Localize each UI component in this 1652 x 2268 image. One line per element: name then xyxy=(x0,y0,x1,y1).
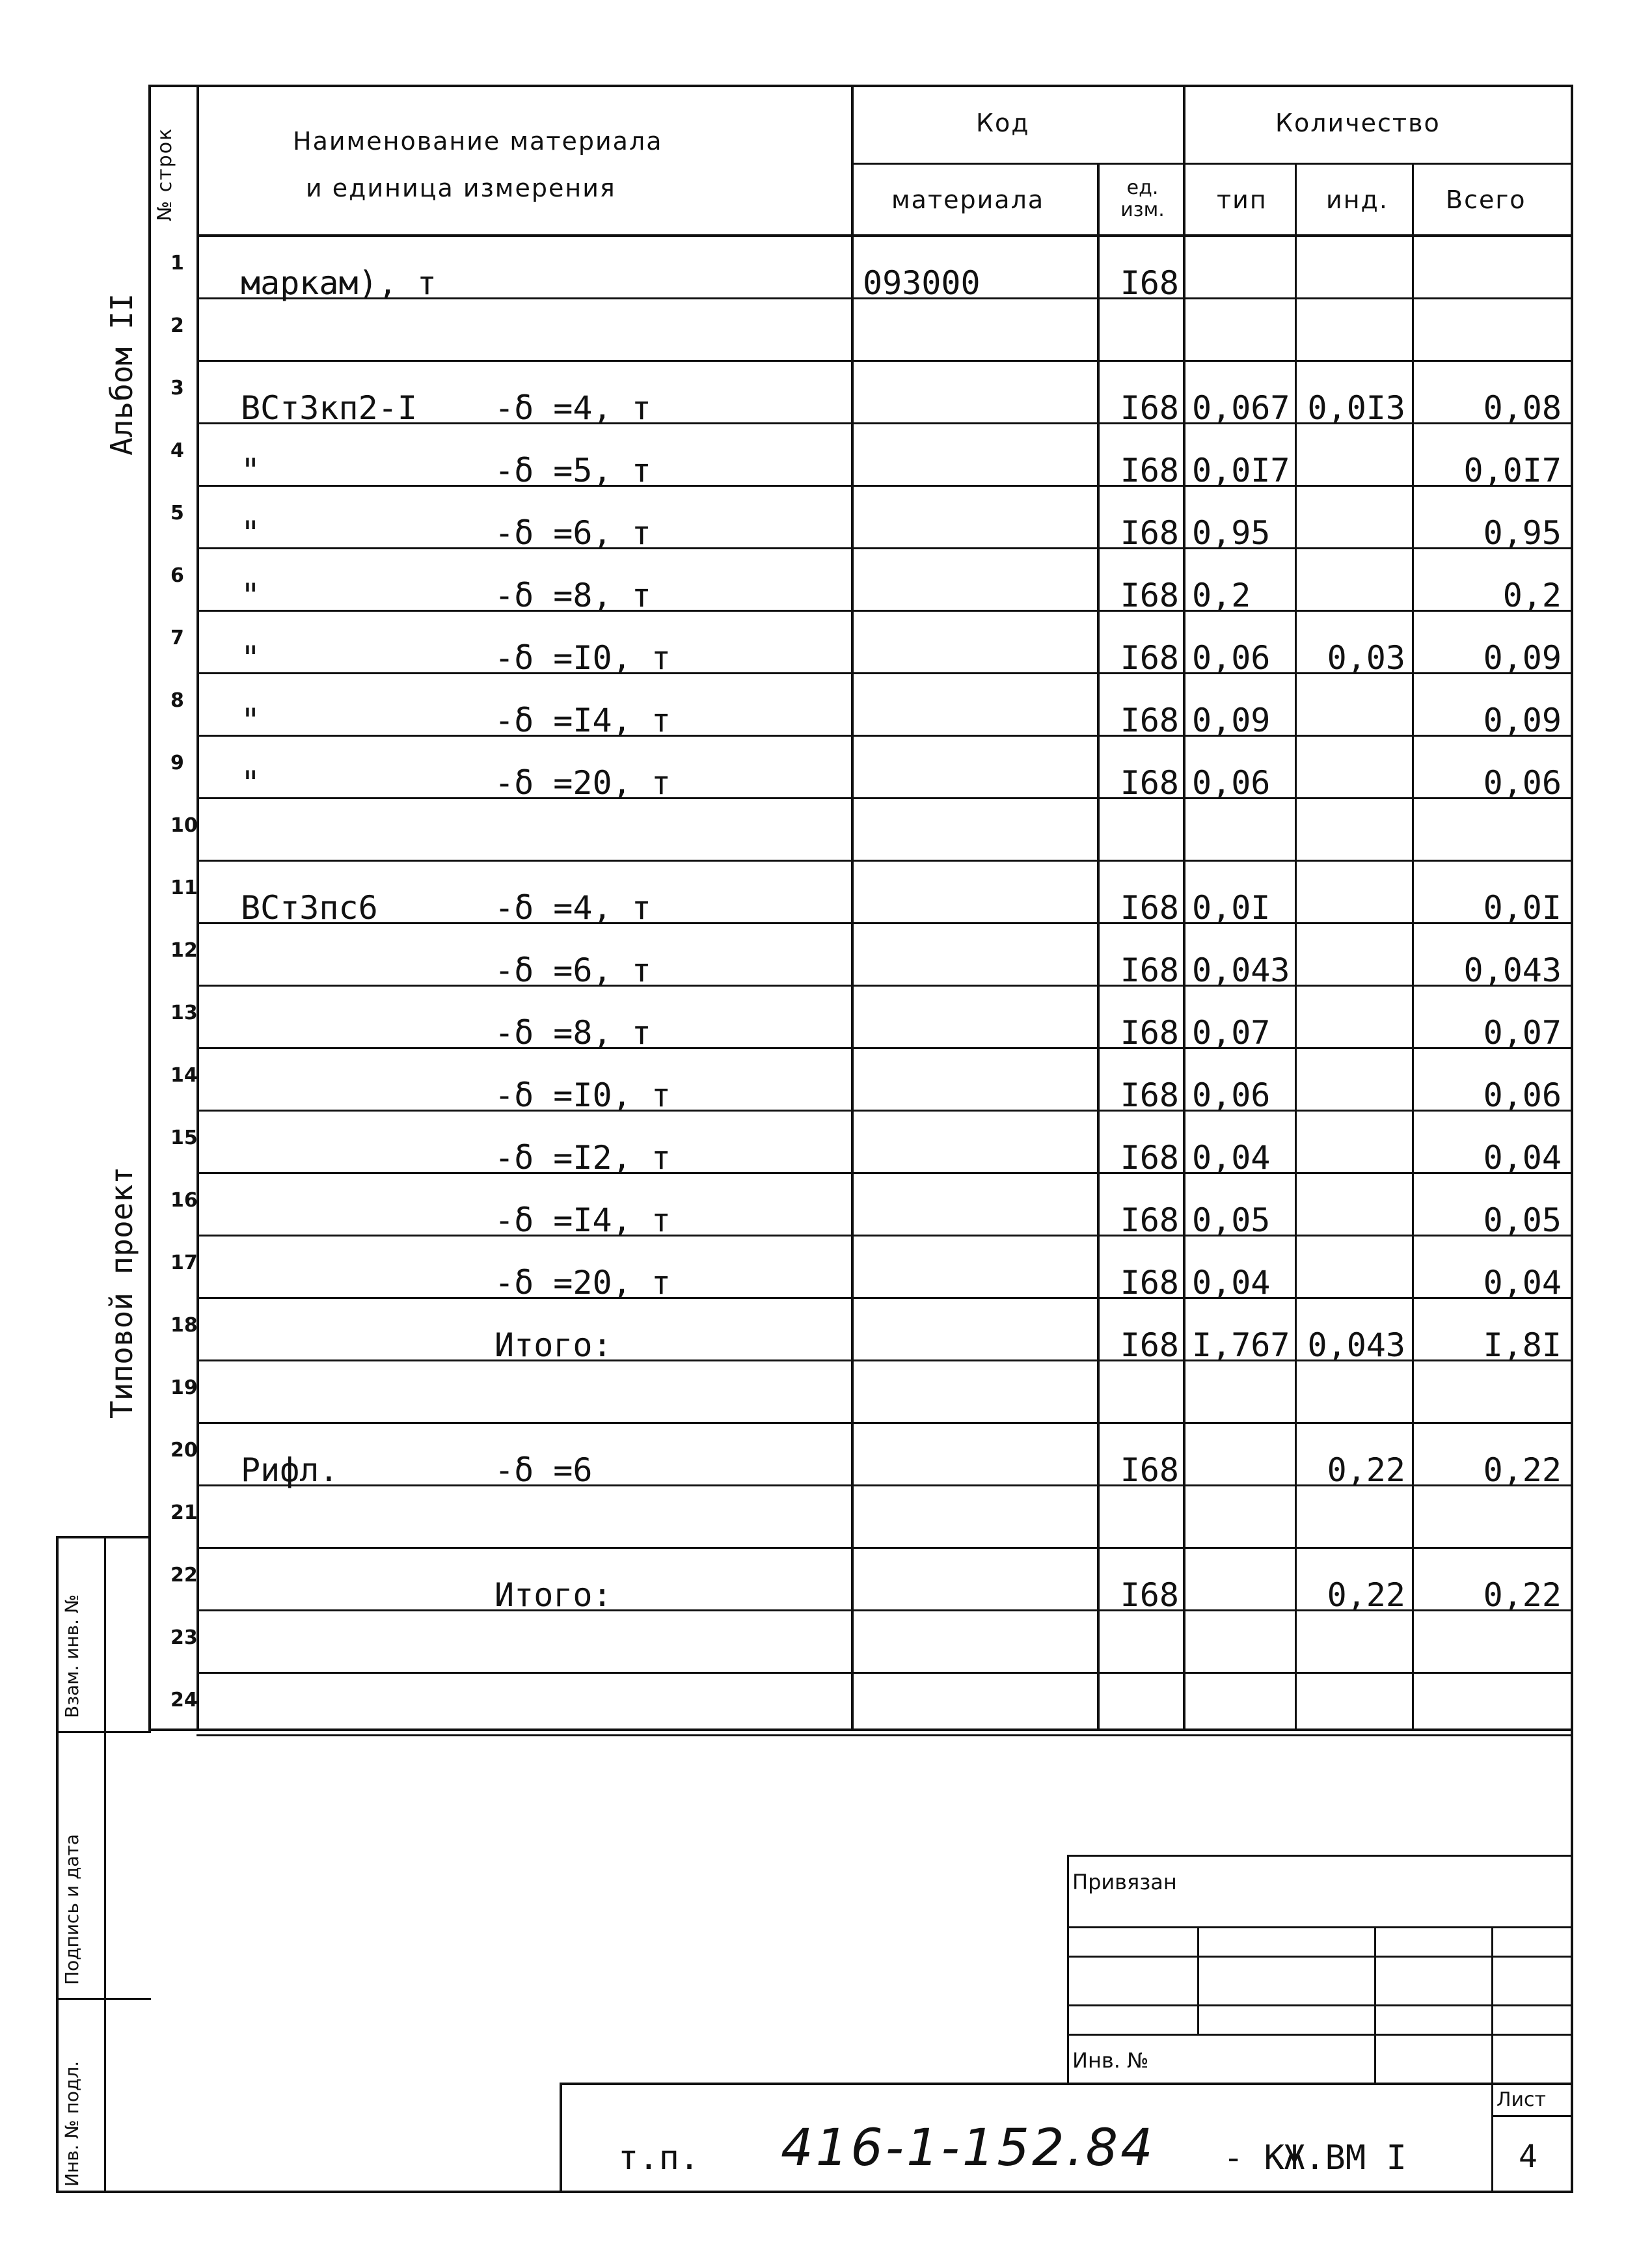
qty-total: 0,04 xyxy=(1483,1264,1562,1302)
header-name-line2: и единица измерения xyxy=(306,174,616,202)
stamp-v1 xyxy=(1197,1926,1199,2034)
row-divider xyxy=(196,1110,1573,1112)
qty-ind: 0,22 xyxy=(1327,1451,1405,1489)
thickness-spec: -δ =6 xyxy=(494,1451,593,1489)
qty-total: 0,2 xyxy=(1502,577,1562,614)
qty-typ: 0,09 xyxy=(1192,702,1271,739)
unit-code: I68 xyxy=(1120,1076,1179,1114)
page-bottom-border xyxy=(148,2191,1573,2193)
sheet-cell-divider xyxy=(1491,2115,1573,2117)
right-border xyxy=(1571,85,1573,2193)
row-number: 11 xyxy=(170,877,198,899)
left-table-border xyxy=(148,85,151,1731)
row-divider xyxy=(196,985,1573,987)
thickness-spec: -δ =8, т xyxy=(494,1014,651,1052)
row-number: 21 xyxy=(170,1501,198,1524)
qty-total: I,8I xyxy=(1483,1326,1562,1364)
row-number: 9 xyxy=(170,752,184,774)
stamp-v3 xyxy=(1491,1926,1493,2193)
top-border xyxy=(148,85,1573,87)
thickness-spec: -δ =20, т xyxy=(494,764,671,802)
unit-code: I68 xyxy=(1120,764,1179,802)
unit-code: I68 xyxy=(1120,452,1179,489)
unit-code: I68 xyxy=(1120,1451,1179,1489)
stamp-left xyxy=(1067,1855,1069,2083)
thickness-spec: -δ =5, т xyxy=(494,452,651,489)
unit-code: I68 xyxy=(1120,1201,1179,1239)
inv-original-label: Инв. № подл. xyxy=(61,2060,83,2187)
row-divider xyxy=(196,610,1573,612)
row-number: 22 xyxy=(170,1564,198,1587)
qty-typ: 0,05 xyxy=(1192,1201,1271,1239)
unit-code: I68 xyxy=(1120,514,1179,552)
thickness-spec: -δ =I4, т xyxy=(494,1201,671,1239)
qty-total: 0,0I7 xyxy=(1463,452,1562,489)
qty-typ: 0,06 xyxy=(1192,639,1271,677)
unit-code: I68 xyxy=(1120,639,1179,677)
row-number: 8 xyxy=(170,689,184,712)
qty-typ: 0,067 xyxy=(1192,389,1290,427)
unit-code: I68 xyxy=(1120,577,1179,614)
stamp-v2 xyxy=(1374,1926,1376,2083)
row-divider xyxy=(196,1672,1573,1674)
row-divider xyxy=(196,1235,1573,1236)
vzam-label: Взам. инв. № xyxy=(61,1594,83,1718)
thickness-spec: Итого: xyxy=(494,1326,612,1364)
qty-ind: 0,0I3 xyxy=(1307,389,1405,427)
row-divider xyxy=(196,1297,1573,1299)
material-code: 093000 xyxy=(863,264,981,302)
thickness-spec: Итого: xyxy=(494,1576,612,1614)
row-number: 18 xyxy=(170,1314,198,1337)
qty-total: 0,09 xyxy=(1483,702,1562,739)
qty-typ: 0,06 xyxy=(1192,764,1271,802)
qty-typ: 0,2 xyxy=(1192,577,1251,614)
qty-typ: 0,0I7 xyxy=(1192,452,1290,489)
stamp-line-4 xyxy=(1067,2034,1573,2036)
unit-code: I68 xyxy=(1120,264,1179,302)
side-strip-left xyxy=(56,1536,59,2193)
thickness-spec: -δ =I4, т xyxy=(494,702,671,739)
header-total: Всего xyxy=(1446,185,1526,214)
side-strip-inner xyxy=(104,1536,106,2193)
material-name: ВСт3кп2-I xyxy=(241,389,417,427)
row-number: 23 xyxy=(170,1626,198,1649)
material-name: " xyxy=(241,452,261,489)
row-number: 14 xyxy=(170,1064,198,1087)
row-divider xyxy=(196,1547,1573,1549)
row-number: 10 xyxy=(170,814,198,837)
row-number: 5 xyxy=(170,502,184,525)
unit-code: I68 xyxy=(1120,1139,1179,1177)
sheet-number: 4 xyxy=(1519,2138,1537,2175)
row-divider xyxy=(196,1047,1573,1049)
thickness-spec: -δ =6, т xyxy=(494,514,651,552)
side-divider-2 xyxy=(56,1998,151,2000)
qty-total: 0,07 xyxy=(1483,1014,1562,1052)
header-name-line1: Наименование материала xyxy=(293,127,663,156)
stamp-line-2 xyxy=(1067,1956,1573,1958)
thickness-spec: -δ =8, т xyxy=(494,577,651,614)
unit-code: I68 xyxy=(1120,951,1179,989)
row-number-col-header: № строк xyxy=(154,127,176,221)
qty-total: 0,06 xyxy=(1483,1076,1562,1114)
row-divider xyxy=(196,485,1573,487)
unit-code: I68 xyxy=(1120,389,1179,427)
qty-ind: 0,03 xyxy=(1327,639,1405,677)
row-number: 24 xyxy=(170,1689,198,1712)
unit-code: I68 xyxy=(1120,1326,1179,1364)
qty-total: 0,043 xyxy=(1463,951,1562,989)
material-name: " xyxy=(241,764,261,802)
header-material: материала xyxy=(891,185,1045,214)
thickness-spec: -δ =4, т xyxy=(494,389,651,427)
row-divider xyxy=(196,735,1573,737)
header-code: Код xyxy=(976,109,1030,137)
thickness-spec: -δ =4, т xyxy=(494,889,651,927)
privyazan-label: Привязан xyxy=(1072,1870,1177,1894)
qty-total: 0,08 xyxy=(1483,389,1562,427)
qty-typ: 0,043 xyxy=(1192,951,1290,989)
row-divider xyxy=(196,1734,1573,1736)
header-unit: ед. изм. xyxy=(1120,176,1165,221)
row-number: 16 xyxy=(170,1189,198,1212)
qty-total: 0,22 xyxy=(1483,1451,1562,1489)
material-name: " xyxy=(241,702,261,739)
row-divider xyxy=(196,360,1573,362)
album-label: Альбом II xyxy=(104,293,139,456)
material-name: маркам), т xyxy=(241,264,437,302)
qty-total: 0,06 xyxy=(1483,764,1562,802)
row-number: 4 xyxy=(170,439,184,462)
qty-typ: 0,06 xyxy=(1192,1076,1271,1114)
qty-typ: 0,04 xyxy=(1192,1139,1271,1177)
row-number: 12 xyxy=(170,939,198,962)
row-divider xyxy=(196,922,1573,924)
qty-total: 0,09 xyxy=(1483,639,1562,677)
title-block-top xyxy=(560,2083,1573,2085)
header-quantity: Количество xyxy=(1275,109,1441,137)
side-strip-bottom xyxy=(56,2191,151,2193)
title-block-left xyxy=(560,2083,562,2193)
doc-number: 416-1-152.84 xyxy=(781,2119,1156,2178)
row-divider xyxy=(196,1422,1573,1424)
doc-suffix: - КЖ.ВМ I xyxy=(1223,2138,1407,2178)
row-number: 19 xyxy=(170,1376,198,1399)
material-name: " xyxy=(241,639,261,677)
table-bottom-border xyxy=(148,1728,1573,1731)
stamp-top xyxy=(1067,1855,1573,1857)
row-number: 6 xyxy=(170,564,184,587)
thickness-spec: -δ =20, т xyxy=(494,1264,671,1302)
thickness-spec: -δ =6, т xyxy=(494,951,651,989)
header-ind: инд. xyxy=(1326,185,1388,214)
qty-ind: 0,22 xyxy=(1327,1576,1405,1614)
qty-ind: 0,043 xyxy=(1307,1326,1405,1364)
row-divider xyxy=(196,1172,1573,1174)
stamp-line-1 xyxy=(1067,1926,1573,1928)
qty-total: 0,0I xyxy=(1483,889,1562,927)
inv-no-label: Инв. № xyxy=(1072,2048,1149,2073)
qty-typ: 0,95 xyxy=(1192,514,1271,552)
row-number: 1 xyxy=(170,252,184,275)
qty-typ: 0,04 xyxy=(1192,1264,1271,1302)
row-number: 7 xyxy=(170,627,184,649)
col-ind-border xyxy=(1412,163,1414,1731)
material-name: " xyxy=(241,577,261,614)
qty-total: 0,95 xyxy=(1483,514,1562,552)
qty-typ: I,767 xyxy=(1192,1326,1290,1364)
qty-typ: 0,07 xyxy=(1192,1014,1271,1052)
doc-prefix: т.п. xyxy=(618,2138,700,2178)
side-strip-top xyxy=(56,1536,151,1538)
row-number: 17 xyxy=(170,1251,198,1274)
side-divider-1 xyxy=(56,1731,151,1733)
material-name: Рифл. xyxy=(241,1451,339,1489)
project-type-label: Типовой проект xyxy=(104,1166,139,1419)
row-number: 13 xyxy=(170,1002,198,1024)
sheet-label: Лист xyxy=(1496,2088,1547,2111)
row-number: 3 xyxy=(170,377,184,400)
unit-code: I68 xyxy=(1120,1264,1179,1302)
signature-label: Подпись и дата xyxy=(61,1834,83,1985)
row-divider xyxy=(196,797,1573,799)
header-split-line xyxy=(851,163,1573,165)
material-name: " xyxy=(241,514,261,552)
row-divider xyxy=(196,547,1573,549)
unit-code: I68 xyxy=(1120,1014,1179,1052)
unit-code: I68 xyxy=(1120,889,1179,927)
unit-code: I68 xyxy=(1120,702,1179,739)
thickness-spec: -δ =I2, т xyxy=(494,1139,671,1177)
header-bottom-line xyxy=(196,234,1573,237)
qty-total: 0,22 xyxy=(1483,1576,1562,1614)
qty-typ: 0,0I xyxy=(1192,889,1271,927)
row-number: 15 xyxy=(170,1127,198,1149)
unit-code: I68 xyxy=(1120,1576,1179,1614)
row-number: 20 xyxy=(170,1439,198,1462)
row-number: 2 xyxy=(170,314,184,337)
material-name: ВСт3пс6 xyxy=(241,889,378,927)
qty-total: 0,04 xyxy=(1483,1139,1562,1177)
stamp-line-3 xyxy=(1067,2004,1573,2006)
thickness-spec: -δ =I0, т xyxy=(494,1076,671,1114)
header-typ: тип xyxy=(1217,185,1267,214)
qty-total: 0,05 xyxy=(1483,1201,1562,1239)
row-divider xyxy=(196,860,1573,862)
thickness-spec: -δ =I0, т xyxy=(494,639,671,677)
